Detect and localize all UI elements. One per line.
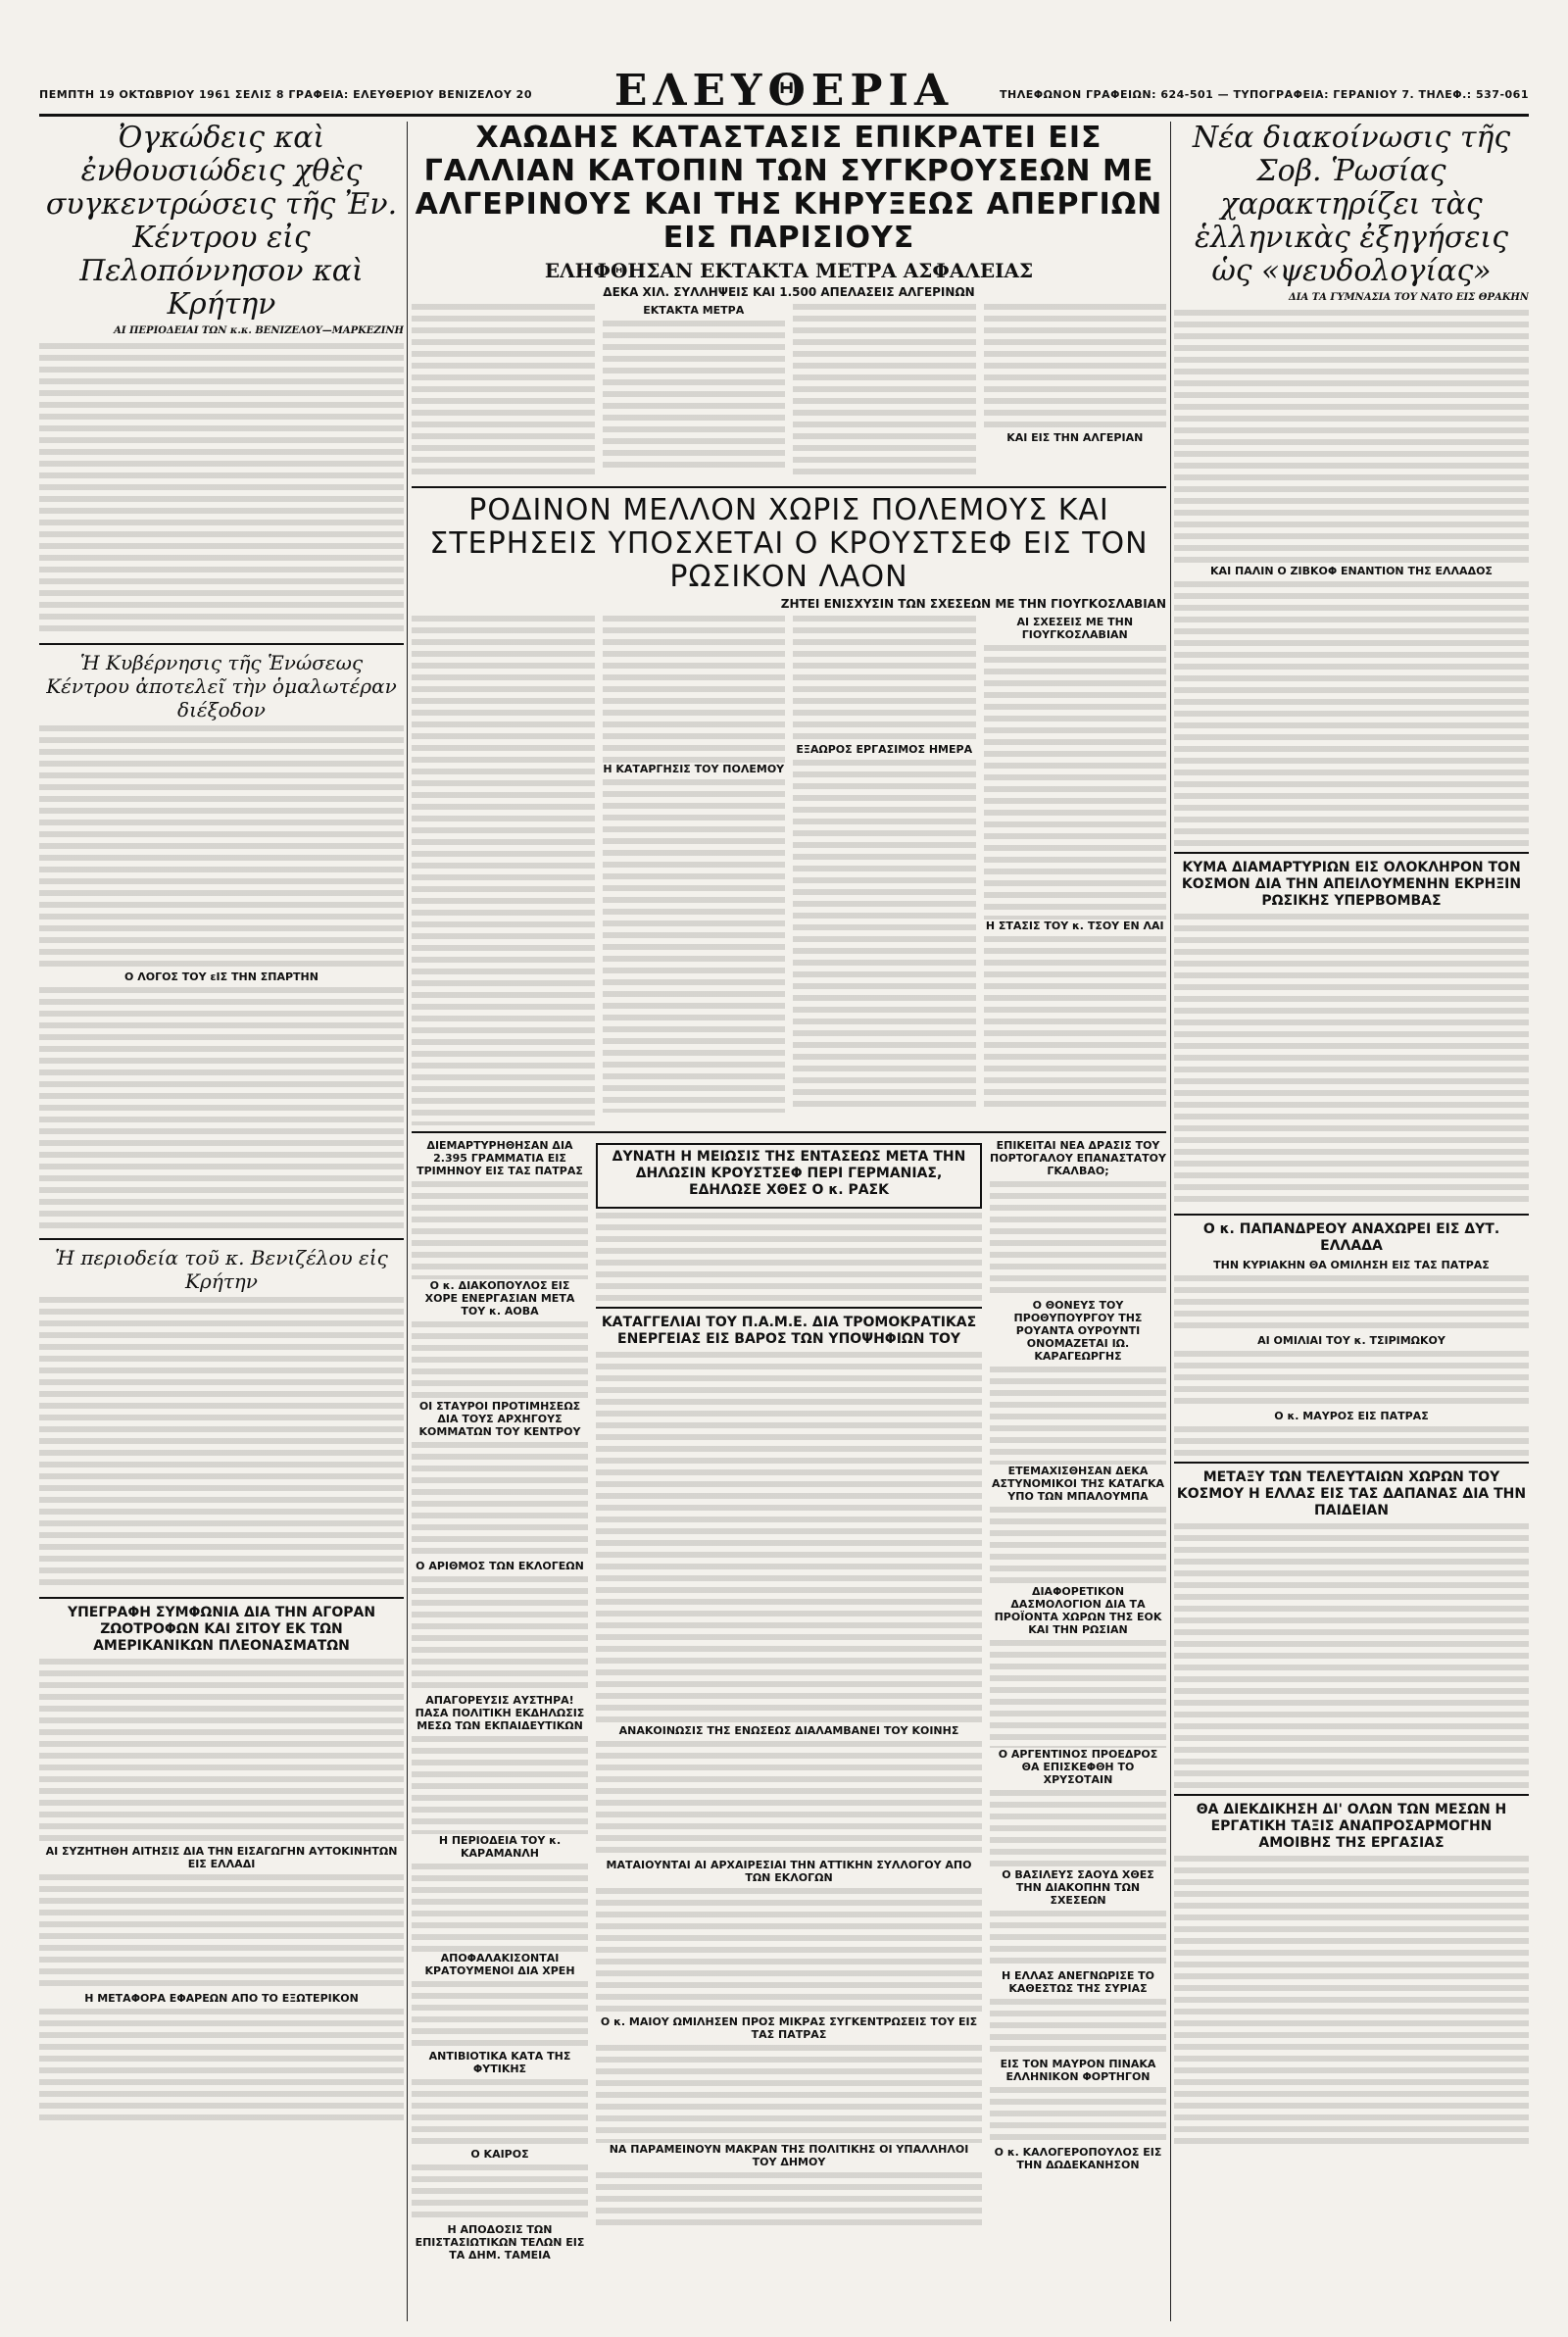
right-column bbox=[1174, 122, 1529, 2321]
article-body bbox=[39, 1874, 404, 1992]
subheading: ΑΙ ΟΜΙΛΙΑΙ ΤΟΥ κ. ΤΣΙΡΙΜΩΚΟΥ bbox=[1257, 1334, 1446, 1347]
subheading: ΝΑ ΠΑΡΑΜΕΙΝΟΥΝ ΜΑΚΡΑΝ ΤΗΣ ΠΟΛΙΤΙΚΗΣ ΟΙ ΥΠΑΛΛΗΛΟΙ ΤΟΥ ΔΗΜΟΥ bbox=[609, 2143, 969, 2168]
subheading: Η ΚΑΤΑΡΓΗΣΙΣ ΤΟΥ ΠΟΛΕΜΟΥ bbox=[603, 763, 785, 775]
divider bbox=[39, 1238, 404, 1240]
article-headline: ΔΙΕΜΑΡΤΥΡΗΘΗΣΑΝ ΔΙΑ 2.395 ΓΡΑΜΜΑΤΙΑ ΕΙΣ ΤΡΙΜΗΝΟΥ ΕΙΣ ΤΑΣ ΠΑΤΡΑΣ bbox=[416, 1139, 583, 1177]
article-body bbox=[39, 1659, 404, 1845]
subheading: ΕΙΣ ΤΟΝ ΜΑΥΡΟΝ ΠΙΝΑΚΑ ΕΛΛΗΝΙΚΟΝ ΦΟΡΤΗΓΟΝ bbox=[1000, 2058, 1156, 2083]
article-deck: ΖΗΤΕΙ ΕΝΙΣΧΥΣΙΝ ΤΩΝ ΣΧΕΣΕΩΝ ΜΕ ΤΗΝ ΓΙΟΥΓΚΟΣΛΑΒΙΑΝ bbox=[780, 597, 1166, 611]
text-block bbox=[984, 304, 1167, 480]
article-body bbox=[1174, 1351, 1529, 1410]
article-body bbox=[1174, 310, 1529, 565]
lead-subheadline: ΕΛΗΦΘΗΣΑΝ ΕΚΤΑΚΤΑ ΜΕΤΡΑ ΑΣΦΑΛΕΙΑΣ bbox=[544, 259, 1034, 282]
lead-deck: ΔΕΚΑ ΧΙΛ. ΣΥΛΛΗΨΕΙΣ ΚΑΙ 1.500 ΑΠΕΛΑΣΕΙΣ ΑΛΓΕΡΙΝΩΝ bbox=[603, 285, 975, 299]
article-headline: ΑΙ ΣΥΖΗΤΗΘΗ ΑΙΤΗΣΙΣ ΔΙΑ ΤΗΝ ΕΙΣΑΓΩΓΗΝ ΑΥΤΟΚΙΝΗΤΩΝ ΕΙΣ ΕΛΛΑΔΙ bbox=[45, 1845, 398, 1870]
article-headline: Ἡ Κυβέρνησις τῆς Ἑνώσεως Κέντρου ἀποτελεῖ τὴν ὁμαλωτέραν διέξοδον bbox=[46, 651, 397, 721]
text-block bbox=[793, 304, 976, 480]
article-headline: Ἡ περιοδεία τοῦ κ. Βενιζέλου εἰς Κρήτην bbox=[55, 1246, 388, 1293]
subheading: ΜΑΤΑΙΟΥΝΤΑΙ ΑΙ ΑΡΧΑΙΡΕΣΙΑΙ ΤΗΝ ΑΤΤΙΚΗΝ ΣΥΛΛΟΓΟΥ ΑΠΟ ΤΩΝ ΕΚΛΟΓΩΝ bbox=[606, 1859, 972, 1884]
subheading: Η ΣΤΑΣΙΣ ΤΟΥ κ. ΤΣΟΥ ΕΝ ΛΑΙ bbox=[985, 920, 1164, 932]
subheading: Ο κ. ΔΙΑΚΟΠΟΥΛΟΣ ΕΙΣ ΧΟΡΕ ΕΝΕΡΓΑΣΙΑΝ ΜΕΤΑ ΤΟΥ κ. ΑΟΒΑ bbox=[424, 1279, 575, 1318]
subheading: ΔΙΑΦΟΡΕΤΙΚΟΝ ΔΑΣΜΟΛΟΓΙΟΝ ΔΙΑ ΤΑ ΠΡΟΪΟΝΤΑ ΧΩΡΩΝ ΤΗΣ ΕΟΚ ΚΑΙ ΤΗΝ ΡΩΣΙΑΝ bbox=[994, 1585, 1162, 1636]
article-body bbox=[1174, 1426, 1529, 1456]
subheading: Η ΠΕΡΙΟΔΕΙΑ ΤΟΥ κ. ΚΑΡΑΜΑΝΛΗ bbox=[438, 1834, 562, 1860]
text-block bbox=[603, 304, 786, 480]
sub-column bbox=[596, 1139, 982, 2321]
divider bbox=[1174, 852, 1529, 854]
article-body bbox=[412, 616, 1166, 1125]
column-divider bbox=[1170, 122, 1171, 2321]
subheading: Ο ΑΡΓΕΝΤΙΝΟΣ ΠΡΟΕΔΡΟΣ ΘΑ ΕΠΙΣΚΕΦΘΗ ΤΟ ΧΡΥΣΟΤΑΙΝ bbox=[998, 1748, 1158, 1786]
divider bbox=[412, 486, 1166, 488]
article-body bbox=[1174, 1856, 1529, 2150]
article-headline: ΜΕΤΑΞΥ ΤΩΝ ΤΕΛΕΥΤΑΙΩΝ ΧΩΡΩΝ ΤΟΥ ΚΟΣΜΟΥ Η ΕΛΛΑΣ ΕΙΣ ΤΑΣ ΔΑΠΑΝΑΣ ΔΙΑ ΤΗΝ ΠΑΙΔΕΙΑΝ bbox=[1176, 1469, 1527, 1518]
article-headline: ΥΠΕΓΡΑΦΗ ΣΥΜΦΩΝΙΑ ΔΙΑ ΤΗΝ ΑΓΟΡΑΝ ΖΩΟΤΡΟΦΩΝ ΚΑΙ ΣΙΤΟΥ ΕΚ ΤΩΝ ΑΜΕΡΙΚΑΝΙΚΩΝ ΠΛΕΟΝΑΣΜΑΤΩΝ bbox=[67, 1605, 376, 1654]
center-column bbox=[412, 122, 1166, 2321]
article-deck: ΔΙΑ ΤΑ ΓΥΜΝΑΣΙΑ ΤΟΥ ΝΑΤΟ ΕΙΣ ΘΡΑΚΗΝ bbox=[1289, 292, 1529, 303]
subheading: ΑΠΟΦΑΛΑΚΙΣΟΝΤΑΙ ΚΡΑΤΟΥΜΕΝΟΙ ΔΙΑ ΧΡΕΗ bbox=[424, 1952, 575, 1977]
article-body bbox=[39, 987, 404, 1232]
left-column bbox=[39, 122, 404, 2321]
subheading: Η ΑΠΟΔΟΣΙΣ ΤΩΝ ΕΠΙΣΤΑΣΙΩΤΙΚΩΝ ΤΕΛΩΝ ΕΙΣ ΤΑ ΔΗΜ. ΤΑΜΕΙΑ bbox=[415, 2223, 585, 2262]
sub-column bbox=[990, 1139, 1166, 2321]
article-body bbox=[1174, 581, 1529, 846]
column-divider bbox=[407, 122, 408, 2321]
article-body bbox=[39, 2009, 404, 2126]
divider bbox=[39, 1597, 404, 1599]
subheading: ΑΝΤΙΒΙΟΤΙΚΑ ΚΑΤΑ ΤΗΣ ΦΥΤΙΚΗΣ bbox=[428, 2050, 571, 2075]
divider bbox=[39, 643, 404, 645]
subheading: ΚΑΙ ΕΙΣ ΤΗΝ ΑΛΓΕΡΙΑΝ bbox=[1006, 431, 1144, 444]
subheading: ΕΞΑΩΡΟΣ ΕΡΓΑΣΙΜΟΣ ΗΜΕΡΑ bbox=[796, 743, 973, 756]
subheading: Η ΕΛΛΑΣ ΑΝΕΓΝΩΡΙΣΕ ΤΟ ΚΑΘΕΣΤΩΣ ΤΗΣ ΣΥΡΙΑΣ bbox=[1001, 1969, 1155, 1995]
boxed-headline bbox=[596, 1143, 982, 1209]
subheading: ΕΤΕΜΑΧΙΣΘΗΣΑΝ ΔΕΚΑ ΑΣΤΥΝΟΜΙΚΟΙ ΤΗΣ ΚΑΤΑΓΚΑ ΥΠΟ ΤΩΝ ΜΠΑΛΟΥΜΠΑ bbox=[991, 1465, 1165, 1503]
article-byline: ΑΙ ΠΕΡΙΟΔΕΙΑΙ ΤΩΝ κ.κ. ΒΕΝΙΖΕΛΟΥ—ΜΑΡΚΕΖΙΝΗ bbox=[114, 325, 404, 336]
masthead-title: ΕΛΕΥΘΕΡΙΑ bbox=[613, 66, 955, 116]
article-headline: Η ΜΕΤΑΦΟΡΑ ΕΦΑΡΕΩΝ ΑΠΟ ΤΟ ΕΞΩΤΕΡΙΚΟΝ bbox=[84, 1992, 359, 2005]
article-headline: ΡΟΔΙΝΟΝ ΜΕΛΛΟΝ ΧΩΡΙΣ ΠΟΛΕΜΟΥΣ ΚΑΙ ΣΤΕΡΗΣΕΙΣ ΥΠΟΣΧΕΤΑΙ Ο ΚΡΟΥΣΤΣΕΦ ΕΙΣ ΤΟΝ ΡΩΣΙΚΟΝ ΛΑΟΝ bbox=[429, 493, 1149, 594]
article-headline: ΕΠΙΚΕΙΤΑΙ ΝΕΑ ΔΡΑΣΙΣ ΤΟΥ ΠΟΡΤΟΓΑΛΟΥ ΕΠΑΝΑΣΤΑΤΟΥ ΓΚΑΛΒΑΟ; bbox=[990, 1139, 1166, 1177]
subheading: ΑΠΑΓΟΡΕΥΣΙΣ ΑΥΣΤΗΡΑ! ΠΑΣΑ ΠΟΛΙΤΙΚΗ ΕΚΔΗΛΩΣΙΣ ΜΕΣΩ ΤΩΝ ΕΚΠΑΙΔΕΥΤΙΚΩΝ bbox=[415, 1694, 585, 1732]
divider bbox=[412, 1131, 1166, 1133]
subheading: Ο κ. ΜΑΥΡΟΣ ΕΙΣ ΠΑΤΡΑΣ bbox=[1274, 1410, 1429, 1422]
subheading: Ο ΑΡΙΘΜΟΣ ΤΩΝ ΕΚΛΟΓΕΩΝ bbox=[416, 1560, 584, 1572]
subheading: Ο κ. ΚΑΛΟΓΕΡΟΠΟΥΛΟΣ ΕΙΣ ΤΗΝ ΔΩΔΕΚΑΝΗΣΟΝ bbox=[994, 2146, 1162, 2171]
article-body bbox=[39, 343, 404, 637]
masthead-dateline: ΠΕΜΠΤΗ 19 ΟΚΤΩΒΡΙΟΥ 1961 ΣΕΛΙΣ 8 ΓΡΑΦΕΙΑ: ΕΛΕΥΘΕΡΙΟΥ ΒΕΝΙΖΕΛΟΥ 20 bbox=[39, 88, 532, 101]
subheading: ΑΝΑΚΟΙΝΩΣΙΣ ΤΗΣ ΕΝΩΣΕΩΣ ΔΙΑΛΑΜΒΑΝΕΙ ΤΟΥ ΚΟΙΝΗΣ bbox=[618, 1724, 959, 1737]
masthead bbox=[39, 66, 1529, 117]
text-block bbox=[412, 304, 595, 480]
article-body bbox=[1174, 1275, 1529, 1334]
article-headline: ΔΥΝΑΤΗ Η ΜΕΙΩΣΙΣ ΤΗΣ ΕΝΤΑΣΕΩΣ ΜΕΤΑ ΤΗΝ ΔΗΛΩΣΙΝ ΚΡΟΥΣΤΣΕΦ ΠΕΡΙ ΓΕΡΜΑΝΙΑΣ, ΕΔΗΛΩΣΕ ΧΘΕΣ Ο κ. ΡΑΣΚ bbox=[612, 1149, 966, 1198]
masthead-phone-line: ΤΗΛΕΦΩΝΟΝ ΓΡΑΦΕΙΩΝ: 624-501 — ΤΥΠΟΓΡΑΦΕΙΑ: ΓΕΡΑΝΙΟΥ 7. ΤΗΛΕΦ.: 537-061 bbox=[999, 88, 1529, 101]
subheading: ΑΙ ΣΧΕΣΕΙΣ ΜΕ ΤΗΝ ΓΙΟΥΓΚΟΣΛΑΒΙΑΝ bbox=[1016, 616, 1134, 641]
divider bbox=[1174, 1794, 1529, 1796]
article-body bbox=[1174, 1523, 1529, 1788]
subheading: Ο ΚΑΙΡΟΣ bbox=[470, 2148, 529, 2161]
divider bbox=[1174, 1214, 1529, 1216]
article-body bbox=[1174, 914, 1529, 1208]
sub-column bbox=[412, 1139, 588, 2321]
subheading: ΚΑΙ ΠΑΛΙΝ Ο ΖΙΒΚΟΦ ΕΝΑΝΤΙΟΝ ΤΗΣ ΕΛΛΑΔΟΣ bbox=[1210, 565, 1493, 577]
article-headline: ΚΥΜΑ ΔΙΑΜΑΡΤΥΡΙΩΝ ΕΙΣ ΟΛΟΚΛΗΡΟΝ ΤΟΝ ΚΟΣΜΟΝ ΔΙΑ ΤΗΝ ΑΠΕΙΛΟΥΜΕΝΗΝ ΕΚΡΗΞΙΝ ΡΩΣΙΚΗΣ ΥΠΕΡΒΟΜΒΑΣ bbox=[1181, 860, 1522, 909]
article-headline: ΘΑ ΔΙΕΚΔΙΚΗΣΗ ΔΙ' ΟΛΩΝ ΤΩΝ ΜΕΣΩΝ Η ΕΡΓΑΤΙΚΗ ΤΑΞΙΣ ΑΝΑΠΡΟΣΑΡΜΟΓΗΝ ΑΜΟΙΒΗΣ ΤΗΣ ΕΡΓΑΣΙΑΣ bbox=[1196, 1802, 1507, 1851]
lower-center bbox=[412, 1139, 1166, 2321]
article-headline: Ο κ. ΠΑΠΑΝΔΡΕΟΥ ΑΝΑΧΩΡΕΙ ΕΙΣ ΔΥΤ. ΕΛΛΑΔΑ bbox=[1202, 1221, 1500, 1254]
article-headline: Ὀγκώδεις καὶ ἐνθουσιώδεις χθὲς συγκεντρώσεις τῆς Ἐν. Κέντρου εἰς Πελοπόννησον καὶ Κρήτην bbox=[45, 122, 398, 322]
divider bbox=[1174, 1462, 1529, 1464]
article-body bbox=[39, 725, 404, 970]
article-headline: ΚΑΤΑΓΓΕΛΙΑΙ ΤΟΥ Π.Α.Μ.Ε. ΔΙΑ ΤΡΟΜΟΚΡΑΤΙΚΑΣ ΕΝΕΡΓΕΙΑΣ ΕΙΣ ΒΑΡΟΣ ΤΩΝ ΥΠΟΨΗΦΙΩΝ ΤΟΥ bbox=[601, 1315, 977, 1347]
subheading: Ο κ. ΜΑΙΟΥ ΩΜΙΛΗΣΕΝ ΠΡΟΣ ΜΙΚΡΑΣ ΣΥΓΚΕΝΤΡΩΣΕΙΣ ΤΟΥ ΕΙΣ ΤΑΣ ΠΑΤΡΑΣ bbox=[600, 2015, 978, 2041]
subheading: ΟΙ ΣΤΑΥΡΟΙ ΠΡΟΤΙΜΗΣΕΩΣ ΔΙΑ ΤΟΥΣ ΑΡΧΗΓΟΥΣ ΚΟΜΜΑΤΩΝ ΤΟΥ ΚΕΝΤΡΟΥ bbox=[418, 1400, 581, 1438]
subheading: ΤΗΝ ΚΥΡΙΑΚΗΝ ΘΑ ΟΜΙΛΗΣΗ ΕΙΣ ΤΑΣ ΠΑΤΡΑΣ bbox=[1213, 1259, 1490, 1271]
lead-headline: ΧΑΩΔΗΣ ΚΑΤΑΣΤΑΣΙΣ ΕΠΙΚΡΑΤΕΙ ΕΙΣ ΓΑΛΛΙΑΝ ΚΑΤΟΠΙΝ ΤΩΝ ΣΥΓΚΡΟΥΣΕΩΝ ΜΕ ΑΛΓΕΡΙΝΟΥΣ ΚΑΙ ΤΗΣ ΚΗΡΥΞΕΩΣ ΑΠΕΡΓΙΩΝ ΕΙΣ ΠΑΡΙΣΙΟΥΣ bbox=[415, 122, 1163, 255]
lead-body bbox=[412, 304, 1166, 480]
subheading: Ο ΛΟΓΟΣ ΤΟΥ εΙΣ ΤΗΝ ΣΠΑΡΤΗΝ bbox=[124, 970, 318, 983]
article-headline: Νέα διακοίνωσις τῆς Σοβ. Ῥωσίας χαρακτηρίζει τὰς ἑλληνικὰς ἐξηγήσεις ὡς «ψευδολογίας» bbox=[1192, 122, 1511, 288]
subheading: ΕΚΤΑΚΤΑ ΜΕΤΡΑ bbox=[643, 304, 745, 317]
article-body bbox=[39, 1297, 404, 1591]
subheading: Ο ΘΟΝΕΥΣ ΤΟΥ ΠΡΟΘΥΠΟΥΡΓΟΥ ΤΗΣ ΡΟΥΑΝΤΑ ΟΥΡΟΥΝΤΙ ΟΝΟΜΑΖΕΤΑΙ ΙΩ. ΚΑΡΑΓΕΩΡΓΗΣ bbox=[1013, 1299, 1143, 1363]
subheading: Ο ΒΑΣΙΛΕΥΣ ΣΑΟΥΔ ΧΘΕΣ ΤΗΝ ΔΙΑΚΟΠΗΝ ΤΩΝ ΣΧΕΣΕΩΝ bbox=[1002, 1868, 1154, 1907]
